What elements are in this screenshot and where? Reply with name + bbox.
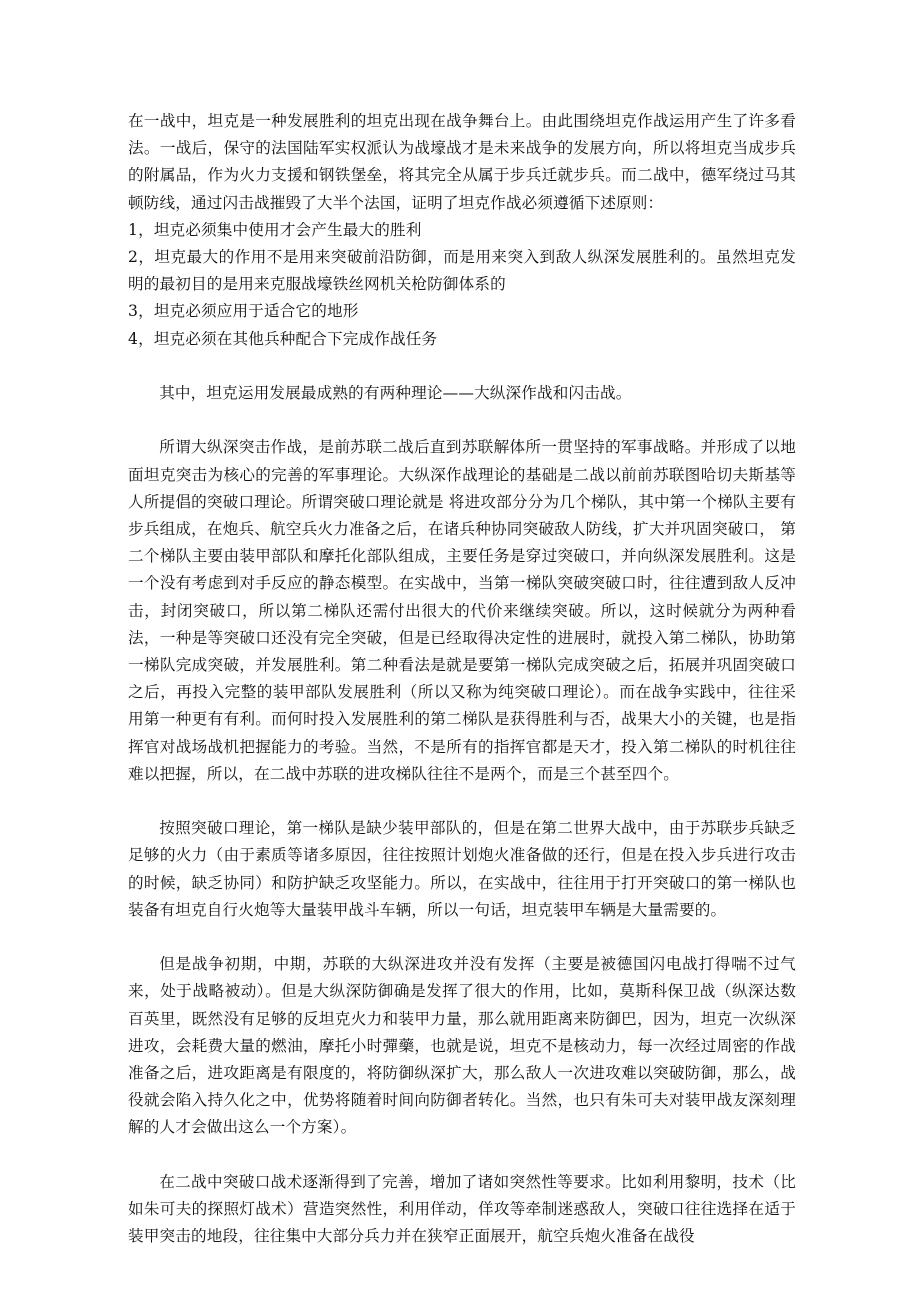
paragraph-principle-4: 4，坦克必须在其他兵种配合下完成作战任务 xyxy=(128,329,438,348)
paragraph-principle-1: 1，坦克必须集中使用才会产生最大的胜利 xyxy=(128,220,422,239)
paragraph-intro: 在一战中，坦克是一种发展胜利的坦克出现在战争舞台上。由此围绕坦克作战运用产生了许多看法。一战后，保守的法国陆军实权派认为战壕战才是未来战争的发展方向，所以将坦克当成步兵的附属品，作为火力支援和钢铁堡垒，将其完全从属于步兵迁就步兵。而二战中，德军绕过马其顿防线，通过闪击战摧毁了大半个法国，证明了坦克作战必须遵循下述原则： xyxy=(128,112,796,212)
paragraph-principle-3: 3，坦克必须应用于适合它的地形 xyxy=(128,302,359,321)
paragraph-breakthrough-tactics: 在二战中突破口战术逐渐得到了完善，增加了诸如突然性等要求。比如利用黎明，技术（比如朱可夫的探照灯战术）营造突然性，利用佯动，佯攻等牵制迷惑敌人，突破口往往选择在适于装甲突击的地段，往往集中大部分兵力并在狭窄正面展开，航空兵炮火准备在战役 xyxy=(128,1172,796,1246)
paragraph-deep-defence: 但是战争初期，中期，苏联的大纵深进攻并没有发挥（主要是被德国闪电战打得喘不过气来，处于战略被动）。但是大纵深防御确是发挥了很大的作用，比如，莫斯科保卫战（纵深达数百英里，既然没有足够的反坦克火力和装甲力量，那么就用距离来防御巴，因为，坦克一次纵深进攻，会耗费大量的燃油，摩托小时彈藥，也就是说，坦克不是核动力，每一次经过周密的作战准备之后，进攻距离是有限度的，将防御纵深扩大，那么敌人一次进攻难以突破防御，那么，战役就会陷入持久化之中，优势将随着时间向防御者转化。当然，也只有朱可夫对装甲战友深刻理解的人才会做出这么一个方案）。 xyxy=(128,955,796,1137)
paragraph-first-echelon-armor: 按照突破口理论，第一梯队是缺少装甲部队的，但是在第二世界大战中，由于苏联步兵缺乏足够的火力（由于素质等诸多原因，往往按照计划炮火准备做的还行，但是在投入步兵进行攻击的时候，缺乏协同）和防护缺乏攻坚能力。所以，在实战中，往往用于打开突破口的第一梯队也装备有坦克自行火炮等大量装甲战斗车辆，所以一句话，坦克装甲车辆是大量需要的。 xyxy=(128,819,796,919)
paragraph-deep-battle-theory: 所谓大纵深突击作战，是前苏联二战后直到苏联解体所一贯坚持的军事战略。并形成了以地面坦克突击为核心的完善的军事理论。大纵深作战理论的基础是二战以前前苏联图哈切夫斯基等人所提倡的突破口理论。所谓突破口理论就是 将进攻部分分为几个梯队，其中第一个梯队主要有步兵组成，在炮兵、航空兵火力准备之后，在诸兵种协同突破敌人防线，扩大并巩固突破口， 第二个梯队主要由装甲部队和摩托化部队组成，主要任务是穿过突破口，并向纵深发展胜利。这是一个没有考虑到对手反应的静态模型。在实战中，当第一梯队突破突破口时，往往遭到敌人反冲击，封闭突破口，所以第二梯队还需付出很大的代价来继续突破。所以，这时候就分为两种看法，一种是等突破口还没有完全突破，但是已经取得决定性的进展时，就投入第二梯队，协助第一梯队完成突破，并发展胜利。第二种看法是就是要第一梯队完成突破之后，拓展并巩固突破口之后，再投入完整的装甲部队发展胜利（所以又称为纯突破口理论）。而在战争实践中，往往采用第一种更有有利。而何时投入发展胜利的第二梯队是获得胜利与否，战果大小的关键，也是指挥官对战场战机把握能力的考验。当然，不是所有的指挥官都是天才，投入第二梯队的时机往往难以把握，所以，在二战中苏联的进攻梯队往往不是两个，而是三个甚至四个。 xyxy=(128,438,796,783)
paragraph-two-theories: 其中，坦克运用发展最成熟的有两种理论——大纵深作战和闪击战。 xyxy=(159,384,632,403)
document-text-column xyxy=(128,108,796,1250)
paragraph-principle-2: 2，坦克最大的作用不是用来突破前沿防御，而是用来突入到敌人纵深发展胜利的。虽然坦克发明的最初目的是用来克服战壕铁丝网机关枪防御体系的 xyxy=(128,248,796,294)
